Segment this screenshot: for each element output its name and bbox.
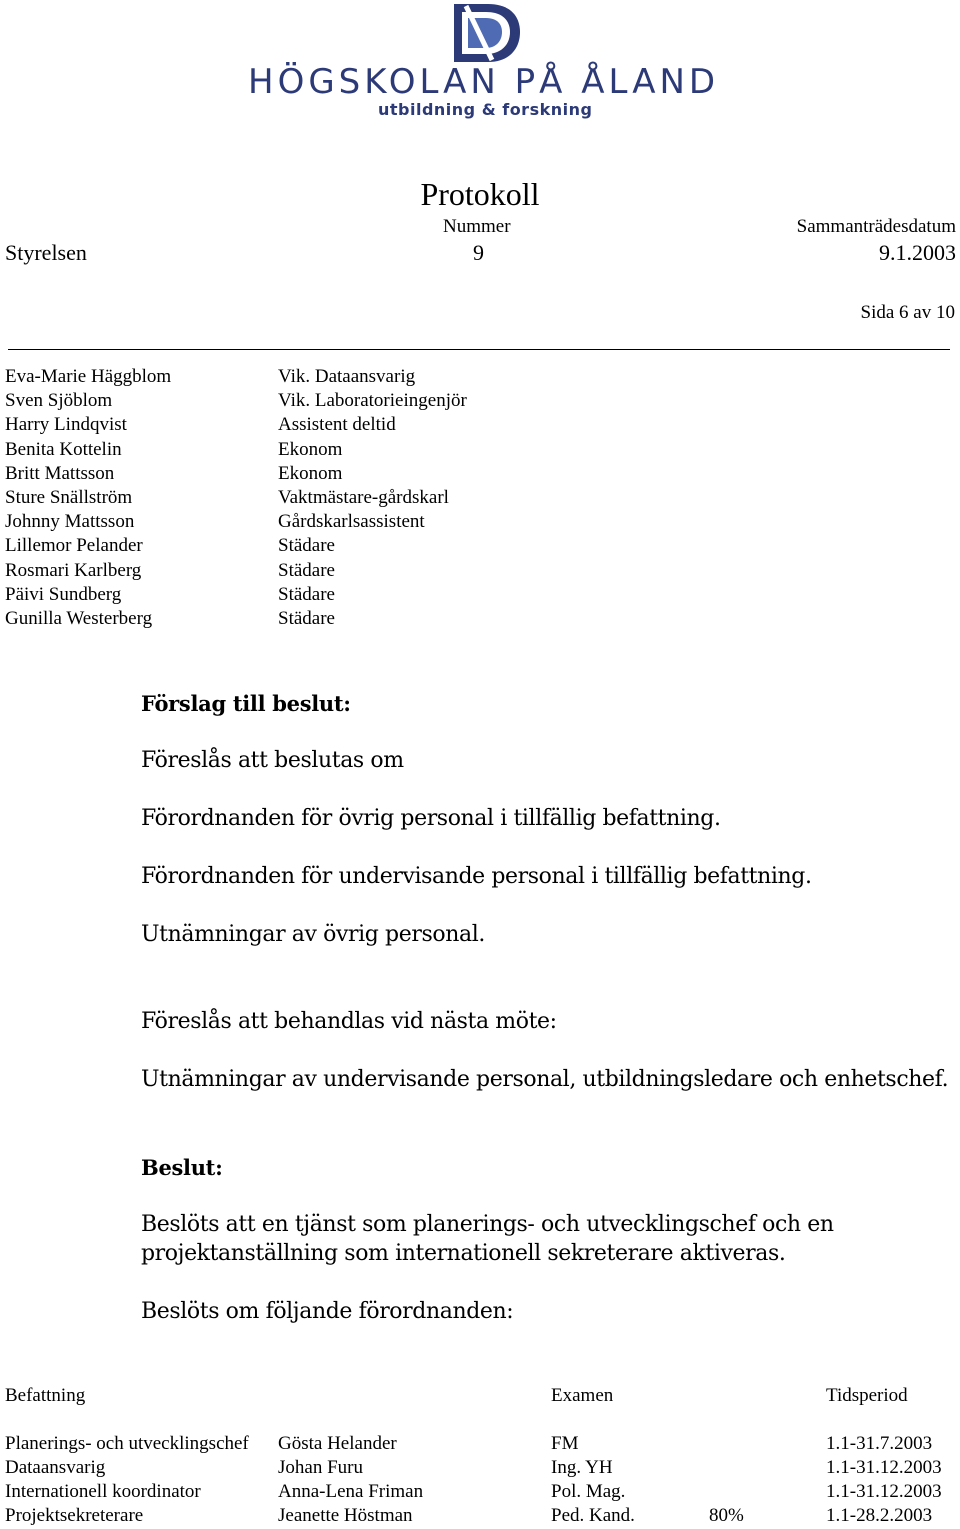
staff-name: Gunilla Westerberg bbox=[5, 608, 153, 630]
appointments-intro: Beslöts om följande förordnanden: bbox=[141, 1299, 514, 1324]
cell-degree: Ing. YH bbox=[551, 1457, 613, 1478]
staff-name: Harry Lindqvist bbox=[5, 414, 127, 436]
proposal-heading: Förslag till beslut: bbox=[141, 691, 351, 716]
staff-role: Vik. Dataansvarig bbox=[278, 366, 416, 387]
proposal-item: Utnämningar av övrig personal. bbox=[141, 922, 485, 947]
date-value: 9.1.2003 bbox=[879, 240, 956, 265]
date-label: Sammanträdesdatum bbox=[796, 216, 956, 237]
column-header-period: Tidsperiod bbox=[826, 1385, 908, 1406]
staff-name: Britt Mattsson bbox=[5, 462, 115, 484]
cell-degree: Pol. Mag. bbox=[551, 1481, 626, 1502]
page-number: Sida 6 av 10 bbox=[860, 302, 955, 323]
header-divider bbox=[8, 349, 950, 350]
staff-name: Lillemor Pelander bbox=[5, 535, 143, 557]
institution-logo bbox=[0, 0, 960, 130]
staff-role: Assistent deltid bbox=[278, 414, 396, 436]
staff-role: Städare bbox=[278, 608, 335, 630]
staff-name: Sven Sjöblom bbox=[5, 390, 113, 412]
document-title: Protokoll bbox=[420, 176, 540, 212]
number-label: Nummer bbox=[443, 216, 511, 237]
decision-text-line1: Beslöts att en tjänst som planerings- och utvecklingschef och en bbox=[141, 1212, 834, 1237]
proposal-item: Förordnanden för undervisande personal i tillfällig befattning. bbox=[141, 864, 812, 889]
cell-period: 1.1-31.12.2003 bbox=[826, 1481, 942, 1502]
cell-period: 1.1-28.2.2003 bbox=[826, 1505, 933, 1526]
cell-position: Projektsekreterare bbox=[5, 1505, 144, 1526]
cell-person: Gösta Helander bbox=[278, 1433, 397, 1454]
staff-role: Ekonom bbox=[278, 462, 343, 484]
next-meeting-item: Utnämningar av undervisande personal, utbildningsledare och enhetschef. bbox=[141, 1067, 949, 1092]
table-row bbox=[0, 1481, 960, 1505]
cell-position: Dataansvarig bbox=[5, 1457, 106, 1478]
staff-name: Johnny Mattsson bbox=[5, 511, 135, 533]
table-row bbox=[0, 1505, 960, 1529]
cell-person: Johan Furu bbox=[278, 1457, 363, 1478]
staff-role: Städare bbox=[278, 535, 335, 557]
organization-name: Styrelsen bbox=[5, 240, 87, 265]
staff-roles bbox=[278, 365, 467, 631]
logo-emblem-icon bbox=[452, 2, 522, 64]
decision-text-line2: projektanställning som internationell sekreterare aktiveras. bbox=[141, 1241, 786, 1266]
cell-degree: FM bbox=[551, 1433, 579, 1454]
column-header-degree: Examen bbox=[551, 1385, 614, 1406]
proposal-intro: Föreslås att beslutas om bbox=[141, 748, 404, 773]
staff-role: Gårdskarlsassistent bbox=[278, 511, 425, 533]
staff-names bbox=[5, 365, 171, 631]
column-header-position: Befattning bbox=[5, 1385, 86, 1406]
cell-person: Anna-Lena Friman bbox=[278, 1481, 424, 1502]
cell-extent: 80% bbox=[709, 1505, 744, 1526]
decision-heading: Beslut: bbox=[141, 1155, 223, 1180]
staff-role: Städare bbox=[278, 583, 335, 605]
staff-name: Rosmari Karlberg bbox=[5, 559, 142, 581]
table-row bbox=[0, 1433, 960, 1457]
table-row bbox=[0, 1457, 960, 1481]
logo-wordmark: HÖGSKOLAN PÅ ÅLAND bbox=[248, 62, 720, 102]
cell-position: Internationell koordinator bbox=[5, 1481, 201, 1502]
number-value: 9 bbox=[473, 240, 484, 265]
cell-degree: Ped. Kand. bbox=[551, 1505, 635, 1526]
staff-role: Vaktmästare-gårdskarl bbox=[278, 487, 449, 509]
staff-role: Städare bbox=[278, 559, 335, 581]
staff-name: Benita Kottelin bbox=[5, 438, 122, 460]
next-meeting-intro: Föreslås att behandlas vid nästa möte: bbox=[141, 1009, 557, 1034]
staff-role: Vik. Laboratorieingenjör bbox=[278, 390, 467, 412]
staff-name: Eva-Marie Häggblom bbox=[5, 366, 172, 387]
cell-position: Planerings- och utvecklingschef bbox=[5, 1433, 249, 1454]
cell-period: 1.1-31.7.2003 bbox=[826, 1433, 933, 1454]
cell-period: 1.1-31.12.2003 bbox=[826, 1457, 942, 1478]
staff-name: Päivi Sundberg bbox=[5, 583, 122, 605]
proposal-item: Förordnanden för övrig personal i tillfällig befattning. bbox=[141, 806, 721, 831]
staff-role: Ekonom bbox=[278, 438, 343, 460]
staff-name: Sture Snällström bbox=[5, 487, 133, 509]
cell-person: Jeanette Höstman bbox=[278, 1505, 413, 1526]
logo-tagline: utbildning & forskning bbox=[378, 100, 593, 119]
